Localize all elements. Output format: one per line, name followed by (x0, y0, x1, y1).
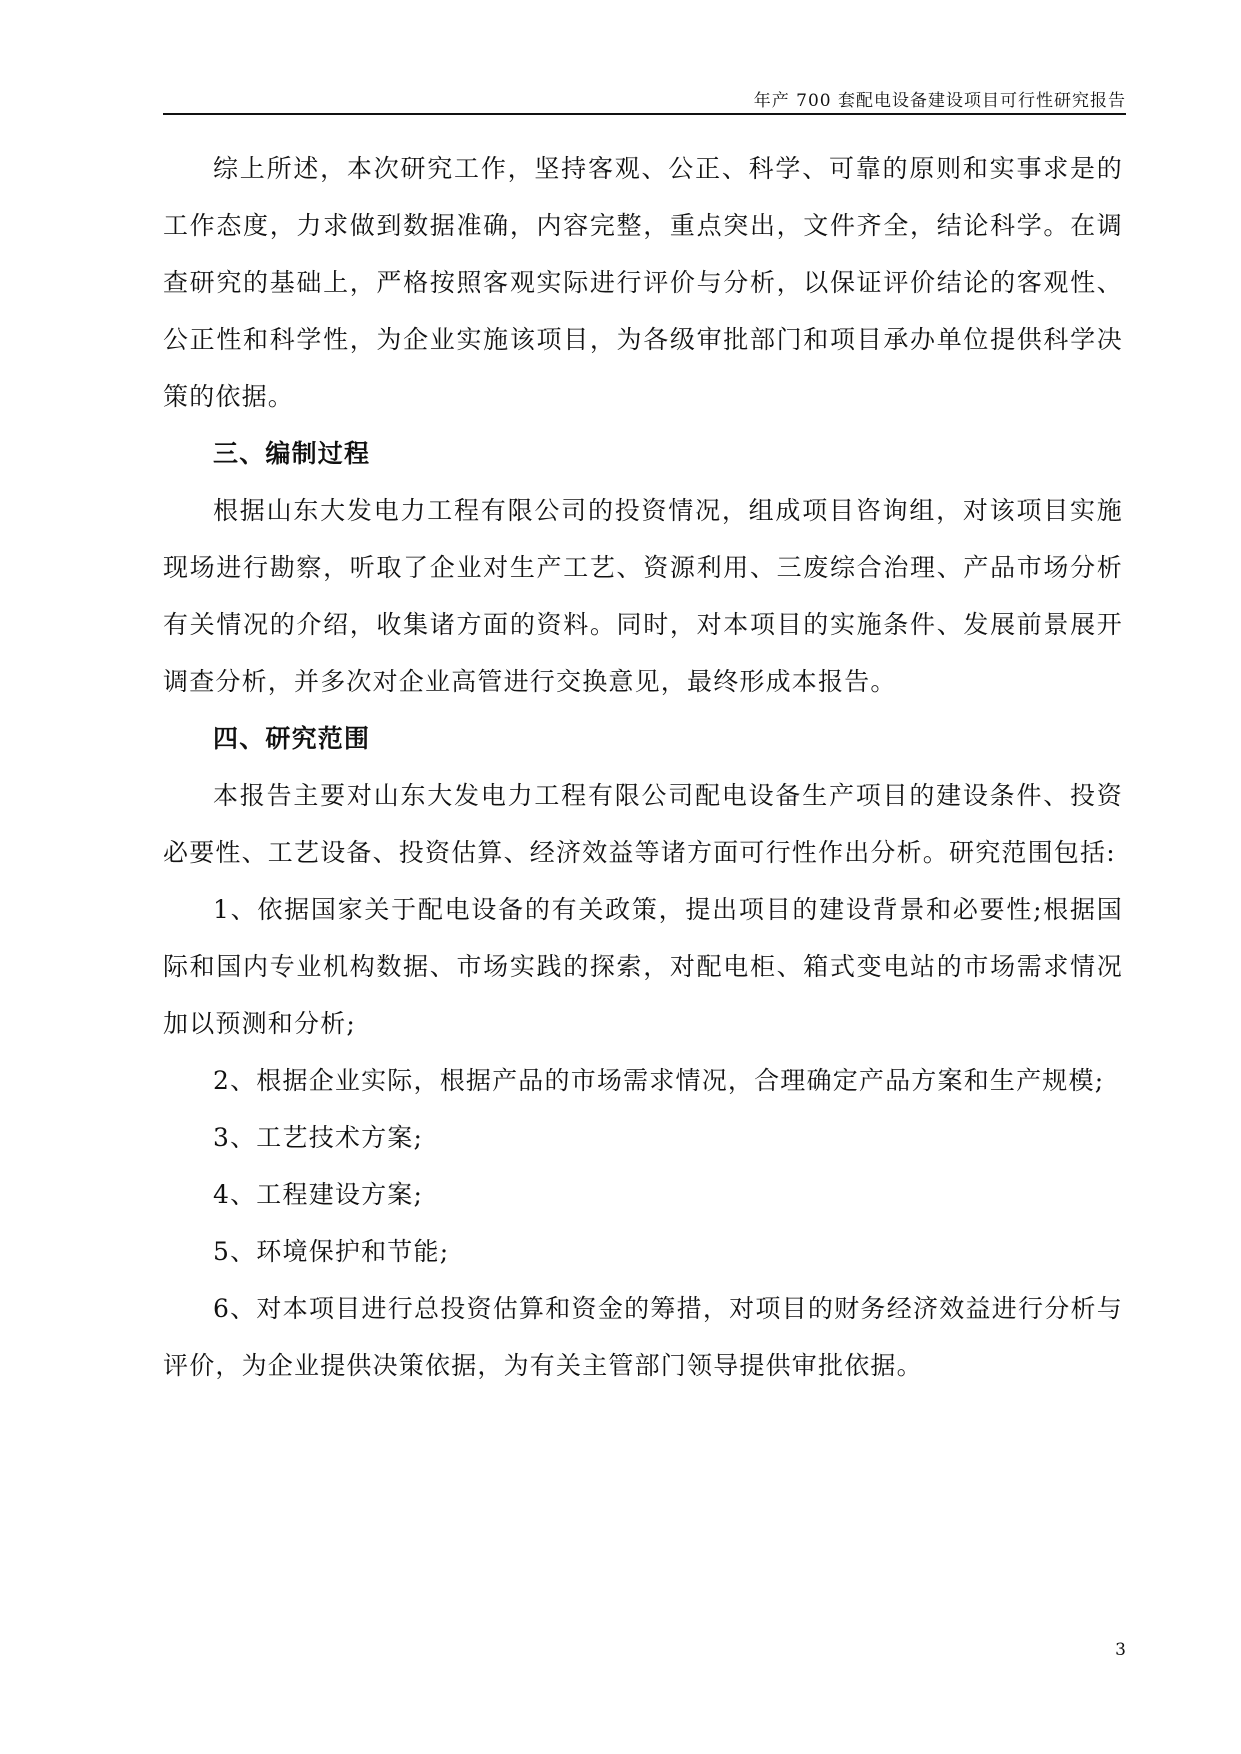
scope-list-item: 4、工程建设方案; (213, 1180, 424, 1209)
scope-list-item: 2、根据企业实际，根据产品的市场需求情况，合理确定产品方案和生产规模; (213, 1066, 1105, 1095)
header-divider (163, 113, 1126, 115)
scope-list-item: 1、依据国家关于配电设备的有关政策，提出项目的建设背景和必要性;根据国际和国内专业机构数据、市场实践的探索，对配电柜、箱式变电站的市场需求情况加以预测和分析; (163, 895, 1123, 1038)
section-heading-scope: 四、研究范围 (213, 724, 371, 753)
section-heading-compilation: 三、编制过程 (213, 439, 371, 468)
page-body (163, 140, 1123, 1394)
summary-paragraph: 综上所述，本次研究工作，坚持客观、公正、科学、可靠的原则和实事求是的工作态度，力求做到数据准确，内容完整，重点突出，文件齐全，结论科学。在调查研究的基础上，严格按照客观实际进行评价与分析，以保证评价结论的客观性、公正性和科学性，为企业实施该项目，为各级审批部门和项目承办单位提供科学决策的依据。 (163, 154, 1123, 411)
scope-intro-paragraph: 本报告主要对山东大发电力工程有限公司配电设备生产项目的建设条件、投资必要性、工艺设备、投资估算、经济效益等诸方面可行性作出分析。研究范围包括: (163, 781, 1123, 867)
scope-list-item: 5、环境保护和节能; (213, 1237, 450, 1266)
page-number: 3 (1115, 1640, 1126, 1660)
scope-list-item: 6、对本项目进行总投资估算和资金的筹措，对项目的财务经济效益进行分析与评价，为企业提供决策依据，为有关主管部门领导提供审批依据。 (163, 1294, 1123, 1380)
running-header-title: 年产 700 套配电设备建设项目可行性研究报告 (753, 91, 1126, 111)
scope-list-item: 3、工艺技术方案; (213, 1123, 424, 1152)
compilation-paragraph: 根据山东大发电力工程有限公司的投资情况，组成项目咨询组，对该项目实施现场进行勘察，听取了企业对生产工艺、资源利用、三废综合治理、产品市场分析有关情况的介绍，收集诸方面的资料。同时，对本项目的实施条件、发展前景展开调查分析，并多次对企业高管进行交换意见，最终形成本报告。 (163, 496, 1123, 696)
